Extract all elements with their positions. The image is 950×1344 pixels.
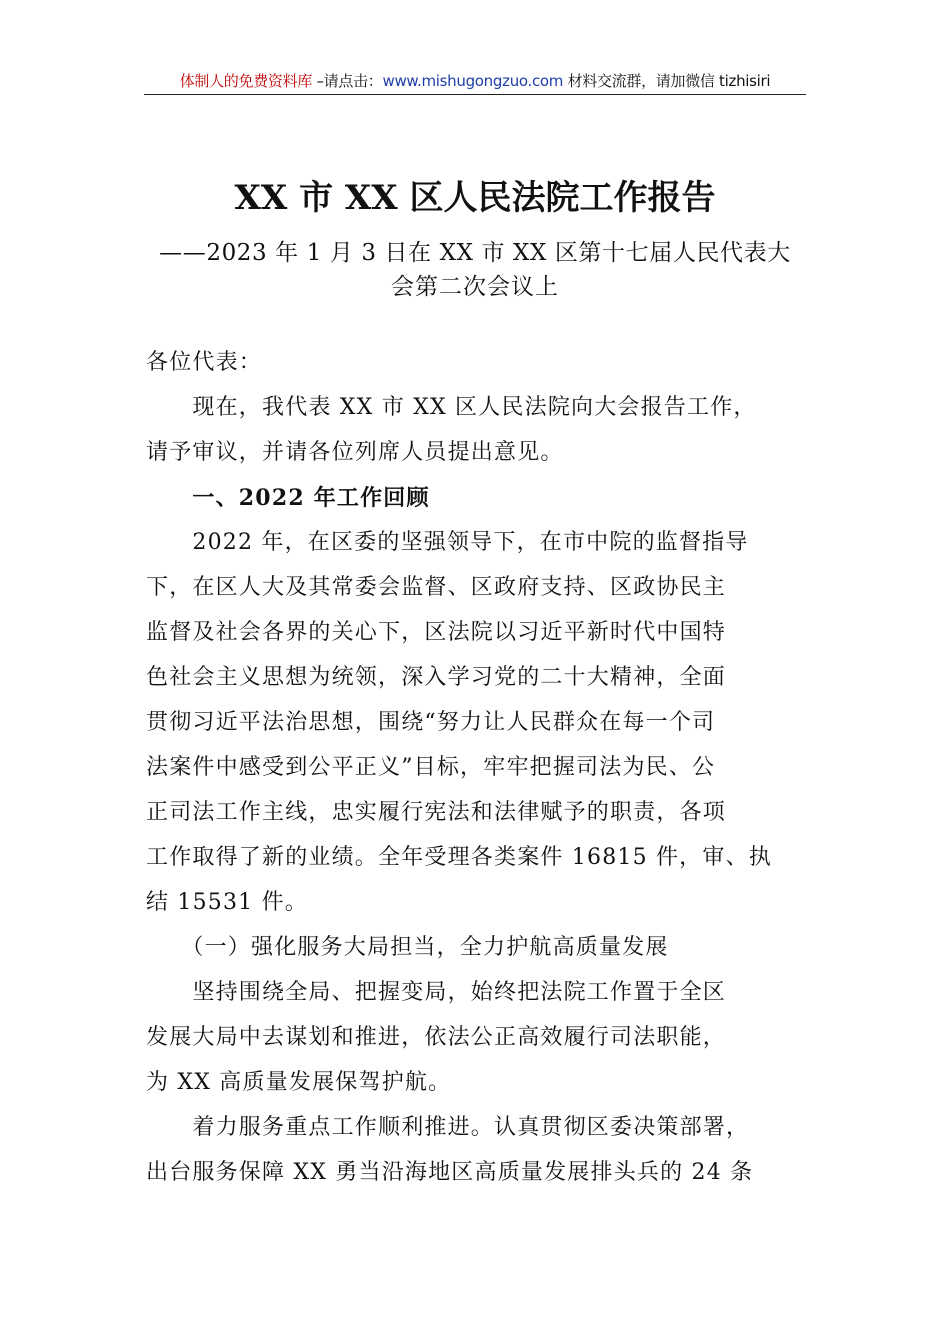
header-click-prompt: –请点击： <box>312 72 383 90</box>
subsection-heading-1: （一）强化服务大局担当，全力护航高质量发展 <box>146 935 669 960</box>
body-line: 发展大局中去谋划和推进，依法公正高效履行司法职能， <box>146 1025 727 1050</box>
body-line: 着力服务重点工作顺利推进。认真贯彻区委决策部署， <box>146 1115 750 1140</box>
body-line: 请予审议，并请各位列席人员提出意见。 <box>146 440 564 465</box>
header-brand: 体制人的免费资料库 <box>179 72 313 90</box>
page-header <box>144 70 806 94</box>
header-url-link[interactable]: www.mishugongzuo.com <box>382 72 564 90</box>
body-line: 现在，我代表 XX 市 XX 区人民法院向大会报告工作， <box>146 395 757 420</box>
body-line: 为 XX 高质量发展保驾护航。 <box>146 1070 452 1095</box>
document-subtitle-line-2: 会第二次会议上 <box>391 274 559 300</box>
body-line: 法案件中感受到公平正义”目标，牢牢把握司法为民、公 <box>146 755 716 780</box>
body-line: 出台服务保障 XX 勇当沿海地区高质量发展排头兵的 24 条 <box>146 1160 754 1185</box>
header-contact: 材料交流群，请加微信 tizhisiri <box>563 72 771 90</box>
header-divider <box>144 94 806 95</box>
body-line: 2022 年，在区委的坚强领导下，在市中院的监督指导 <box>146 530 749 555</box>
body-line: 正司法工作主线，忠实履行宪法和法律赋予的职责，各项 <box>146 800 727 825</box>
document-title: XX 市 XX 区人民法院工作报告 <box>234 178 716 218</box>
body-line: 贯彻习近平法治思想，围绕“努力让人民群众在每一个司 <box>146 710 716 735</box>
body-line: 监督及社会各界的关心下，区法院以习近平新时代中国特 <box>146 620 727 645</box>
body-line: 结 15531 件。 <box>146 890 308 915</box>
document-subtitle-line-1: ——2023 年 1 月 3 日在 XX 市 XX 区第十七届人民代表大 <box>159 240 791 266</box>
body-line: 坚持围绕全局、把握变局，始终把法院工作置于全区 <box>146 980 727 1005</box>
salutation: 各位代表： <box>146 350 263 375</box>
body-line: 色社会主义思想为统领，深入学习党的二十大精神，全面 <box>146 665 727 690</box>
section-heading-1: 一、2022 年工作回顾 <box>146 485 430 511</box>
body-line: 工作取得了新的业绩。全年受理各类案件 16815 件，审、执 <box>146 845 772 870</box>
body-line: 下，在区人大及其常委会监督、区政府支持、区政协民主 <box>146 575 727 600</box>
